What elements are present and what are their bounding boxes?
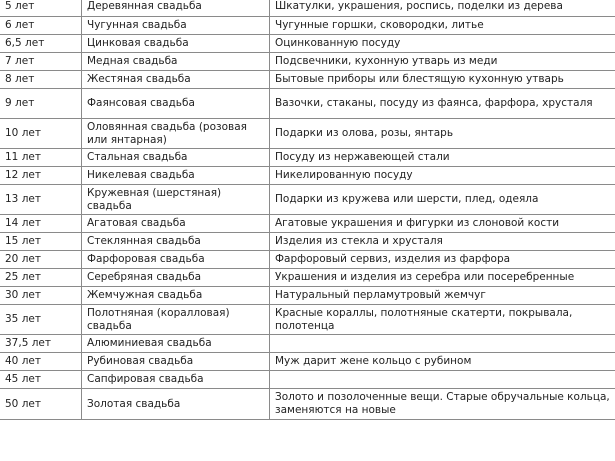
- gift-cell: Агатовые украшения и фигурки из слоновой кости: [270, 215, 615, 233]
- gift-cell: Вазочки, стаканы, посуду из фаянса, фарфора, хрусталя: [270, 89, 615, 119]
- gift-cell: Бытовые приборы или блестящую кухонную утварь: [270, 71, 615, 89]
- years-cell: 50 лет: [0, 389, 82, 420]
- years-cell: 6 лет: [0, 17, 82, 35]
- anniversary-name-cell: Стеклянная свадьба: [82, 233, 270, 251]
- anniversary-name-cell: Кружевная (шерстяная) свадьба: [82, 185, 270, 215]
- years-cell: 8 лет: [0, 71, 82, 89]
- table-row: [0, 353, 615, 371]
- table-row: [0, 251, 615, 269]
- years-cell: 12 лет: [0, 167, 82, 185]
- gift-cell: Подарки из олова, розы, янтарь: [270, 119, 615, 149]
- years-cell: 15 лет: [0, 233, 82, 251]
- anniversary-name-cell: Стальная свадьба: [82, 149, 270, 167]
- anniversary-name-cell: Никелевая свадьба: [82, 167, 270, 185]
- gift-cell: Шкатулки, украшения, роспись, поделки из дерева: [270, 0, 615, 17]
- table-row: [0, 167, 615, 185]
- table-row: [0, 371, 615, 389]
- years-cell: 37,5 лет: [0, 335, 82, 353]
- table-row: [0, 269, 615, 287]
- years-cell: 45 лет: [0, 371, 82, 389]
- table-row: [0, 119, 615, 149]
- table-row: [0, 233, 615, 251]
- years-cell: 9 лет: [0, 89, 82, 119]
- anniversary-name-cell: Чугунная свадьба: [82, 17, 270, 35]
- table-row: [0, 17, 615, 35]
- table-row: [0, 215, 615, 233]
- anniversary-name-cell: Деревянная свадьба: [82, 0, 270, 17]
- gift-cell: Подсвечники, кухонную утварь из меди: [270, 53, 615, 71]
- table-row: [0, 89, 615, 119]
- years-cell: 14 лет: [0, 215, 82, 233]
- anniversary-name-cell: Серебряная свадьба: [82, 269, 270, 287]
- gift-cell: Чугунные горшки, сковородки, литье: [270, 17, 615, 35]
- table-row: [0, 71, 615, 89]
- anniversary-name-cell: Полотняная (коралловая) свадьба: [82, 305, 270, 335]
- gift-cell: Оцинкованную посуду: [270, 35, 615, 53]
- years-cell: 10 лет: [0, 119, 82, 149]
- anniversary-name-cell: Цинковая свадьба: [82, 35, 270, 53]
- table-row: [0, 53, 615, 71]
- anniversary-name-cell: Золотая свадьба: [82, 389, 270, 420]
- gift-cell: [270, 335, 615, 353]
- gift-cell: Красные кораллы, полотняные скатерти, покрывала, полотенца: [270, 305, 615, 335]
- table-row: [0, 149, 615, 167]
- gift-cell: Подарки из кружева или шерсти, плед, одеяла: [270, 185, 615, 215]
- table-row: [0, 389, 615, 420]
- years-cell: 25 лет: [0, 269, 82, 287]
- anniversary-name-cell: Рубиновая свадьба: [82, 353, 270, 371]
- table-row: [0, 305, 615, 335]
- table-row: [0, 35, 615, 53]
- gift-cell: Фарфоровый сервиз, изделия из фарфора: [270, 251, 615, 269]
- anniversary-name-cell: Жестяная свадьба: [82, 71, 270, 89]
- anniversary-name-cell: Медная свадьба: [82, 53, 270, 71]
- table-row: [0, 287, 615, 305]
- gift-cell: Посуду из нержавеющей стали: [270, 149, 615, 167]
- years-cell: 6,5 лет: [0, 35, 82, 53]
- anniversary-name-cell: Жемчужная свадьба: [82, 287, 270, 305]
- years-cell: 35 лет: [0, 305, 82, 335]
- gift-cell: Изделия из стекла и хрусталя: [270, 233, 615, 251]
- years-cell: 40 лет: [0, 353, 82, 371]
- gift-cell: Украшения и изделия из серебра или посеребренные: [270, 269, 615, 287]
- years-cell: 11 лет: [0, 149, 82, 167]
- gift-cell: Никелированную посуду: [270, 167, 615, 185]
- table-row: [0, 185, 615, 215]
- gift-cell: [270, 371, 615, 389]
- years-cell: 7 лет: [0, 53, 82, 71]
- gift-cell: Муж дарит жене кольцо с рубином: [270, 353, 615, 371]
- years-cell: 20 лет: [0, 251, 82, 269]
- anniversary-name-cell: Фаянсовая свадьба: [82, 89, 270, 119]
- anniversary-name-cell: Агатовая свадьба: [82, 215, 270, 233]
- anniversary-name-cell: Алюминиевая свадьба: [82, 335, 270, 353]
- years-cell: 13 лет: [0, 185, 82, 215]
- anniversary-name-cell: Фарфоровая свадьба: [82, 251, 270, 269]
- years-cell: 5 лет: [0, 0, 82, 17]
- table-row: [0, 0, 615, 17]
- gift-cell: Натуральный перламутровый жемчуг: [270, 287, 615, 305]
- years-cell: 30 лет: [0, 287, 82, 305]
- table-row: [0, 335, 615, 353]
- gift-cell: Золото и позолоченные вещи. Старые обручальные кольца, заменяются на новые: [270, 389, 615, 420]
- anniversary-name-cell: Сапфировая свадьба: [82, 371, 270, 389]
- anniversary-name-cell: Оловянная свадьба (розовая или янтарная): [82, 119, 270, 149]
